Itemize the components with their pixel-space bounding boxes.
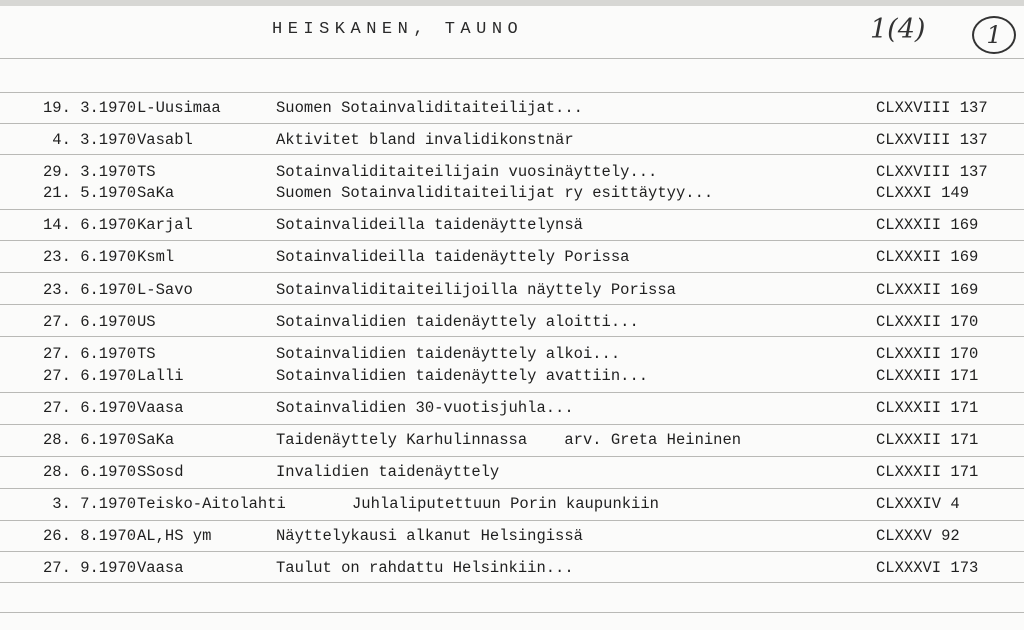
index-entry <box>0 280 1024 300</box>
entry-source: SSosd <box>137 463 184 481</box>
entry-title: Sotainvaliditaiteilijain vuosinäyttely... <box>276 163 658 181</box>
entry-title: Taulut on rahdattu Helsinkiin... <box>276 559 574 577</box>
index-entry <box>0 215 1024 235</box>
entry-reference: CLXXXIV 4 <box>876 495 960 513</box>
index-entry <box>0 494 1024 514</box>
index-entry <box>0 130 1024 150</box>
rule-line <box>0 209 1024 210</box>
rule-line <box>0 123 1024 124</box>
index-entry <box>0 344 1024 364</box>
entry-source: Vaasa <box>137 559 184 577</box>
entry-date: 27. 6.1970 <box>42 399 136 417</box>
rule-line <box>0 520 1024 521</box>
entry-reference: CLXXVIII 137 <box>876 131 988 149</box>
entry-source: SaKa <box>137 431 175 449</box>
entry-reference: CLXXXII 169 <box>876 216 979 234</box>
index-entry <box>0 430 1024 450</box>
rule-line <box>0 272 1024 273</box>
rule-line <box>0 240 1024 241</box>
entry-title: Sotainvalideilla taidenäyttelynsä <box>276 216 583 234</box>
entry-reference: CLXXVIII 137 <box>876 163 988 181</box>
entry-reference: CLXXXII 169 <box>876 248 979 266</box>
entry-date: 27. 6.1970 <box>42 313 136 331</box>
entry-source: L-Savo <box>137 281 193 299</box>
index-entry <box>0 247 1024 267</box>
entry-reference: CLXXXII 170 <box>876 313 979 331</box>
entry-title: Taidenäyttely Karhulinnassa arv. Greta Heininen <box>276 431 742 449</box>
entry-source: Lalli <box>137 367 184 385</box>
entry-reference: CLXXXII 170 <box>876 345 979 363</box>
entry-date: 14. 6.1970 <box>42 216 136 234</box>
entry-date: 3. 7.1970 <box>52 495 136 513</box>
entry-reference: CLXXXV 92 <box>876 527 960 545</box>
rule-line <box>0 154 1024 155</box>
entry-title: Juhlaliputettuun Porin kaupunkiin <box>352 495 659 513</box>
page-marker: 1(4) <box>870 14 926 45</box>
index-entry <box>0 366 1024 386</box>
entry-title: Sotainvaliditaiteilijoilla näyttely Porissa <box>276 281 676 299</box>
rule-line <box>0 392 1024 393</box>
entry-source: TS <box>137 163 156 181</box>
entry-source: US <box>137 313 156 331</box>
entry-reference: CLXXXII 171 <box>876 399 979 417</box>
index-entry <box>0 462 1024 482</box>
rule-line <box>0 58 1024 59</box>
card-heading: HEISKANEN, TAUNO <box>272 20 524 39</box>
entry-title: Sotainvalidien 30-vuotisjuhla... <box>276 399 574 417</box>
rule-line <box>0 456 1024 457</box>
rule-line <box>0 336 1024 337</box>
entry-title: Sotainvalidien taidenäyttely alkoi... <box>276 345 621 363</box>
entry-source: L-Uusimaa <box>137 99 221 117</box>
entry-date: 26. 8.1970 <box>42 527 136 545</box>
entry-title: Sotainvalidien taidenäyttely aloitti... <box>276 313 639 331</box>
entry-reference: CLXXXVI 173 <box>876 559 979 577</box>
entry-date: 29. 3.1970 <box>42 163 136 181</box>
index-entry <box>0 558 1024 578</box>
rule-line <box>0 551 1024 552</box>
entry-source: Karjal <box>137 216 193 234</box>
rule-line <box>0 92 1024 93</box>
entry-source: Vasabl <box>137 131 193 149</box>
entry-reference: CLXXXII 171 <box>876 431 979 449</box>
card-top-edge <box>0 0 1024 6</box>
index-entry <box>0 526 1024 546</box>
entry-source: Teisko-Aitolahti <box>137 495 286 513</box>
entry-title: Aktivitet bland invalidikonstnär <box>276 131 574 149</box>
entry-date: 28. 6.1970 <box>42 431 136 449</box>
index-entry <box>0 183 1024 203</box>
entry-reference: CLXXXII 169 <box>876 281 979 299</box>
entry-reference: CLXXXI 149 <box>876 184 970 202</box>
rule-line <box>0 582 1024 583</box>
entry-title: Suomen Sotainvaliditaiteilijat ry esittäytyy... <box>276 184 714 202</box>
entry-date: 27. 6.1970 <box>42 367 136 385</box>
entry-source: AL,HS ym <box>137 527 212 545</box>
entry-date: 27. 9.1970 <box>42 559 136 577</box>
rule-line <box>0 304 1024 305</box>
entry-title: Suomen Sotainvaliditaiteilijat... <box>276 99 583 117</box>
entry-reference: CLXXXII 171 <box>876 367 979 385</box>
index-entry <box>0 398 1024 418</box>
entry-title: Invalidien taidenäyttely <box>276 463 500 481</box>
entry-date: 21. 5.1970 <box>42 184 136 202</box>
entry-date: 19. 3.1970 <box>42 99 136 117</box>
entry-source: Vaasa <box>137 399 184 417</box>
entry-title: Sotainvalideilla taidenäyttely Porissa <box>276 248 630 266</box>
entry-date: 23. 6.1970 <box>42 248 136 266</box>
index-entry <box>0 98 1024 118</box>
index-entry <box>0 312 1024 332</box>
entry-reference: CLXXVIII 137 <box>876 99 988 117</box>
entry-date: 23. 6.1970 <box>42 281 136 299</box>
entry-date: 27. 6.1970 <box>42 345 136 363</box>
entry-date: 4. 3.1970 <box>52 131 136 149</box>
entry-title: Näyttelykausi alkanut Helsingissä <box>276 527 583 545</box>
index-entry <box>0 162 1024 182</box>
entry-title: Sotainvalidien taidenäyttely avattiin... <box>276 367 649 385</box>
entry-date: 28. 6.1970 <box>42 463 136 481</box>
entry-reference: CLXXXII 171 <box>876 463 979 481</box>
rule-line <box>0 424 1024 425</box>
entry-source: TS <box>137 345 156 363</box>
entry-source: Ksml <box>137 248 175 266</box>
rule-line <box>0 488 1024 489</box>
circled-number: 1 <box>972 16 1016 54</box>
entry-source: SaKa <box>137 184 175 202</box>
rule-line <box>0 612 1024 613</box>
